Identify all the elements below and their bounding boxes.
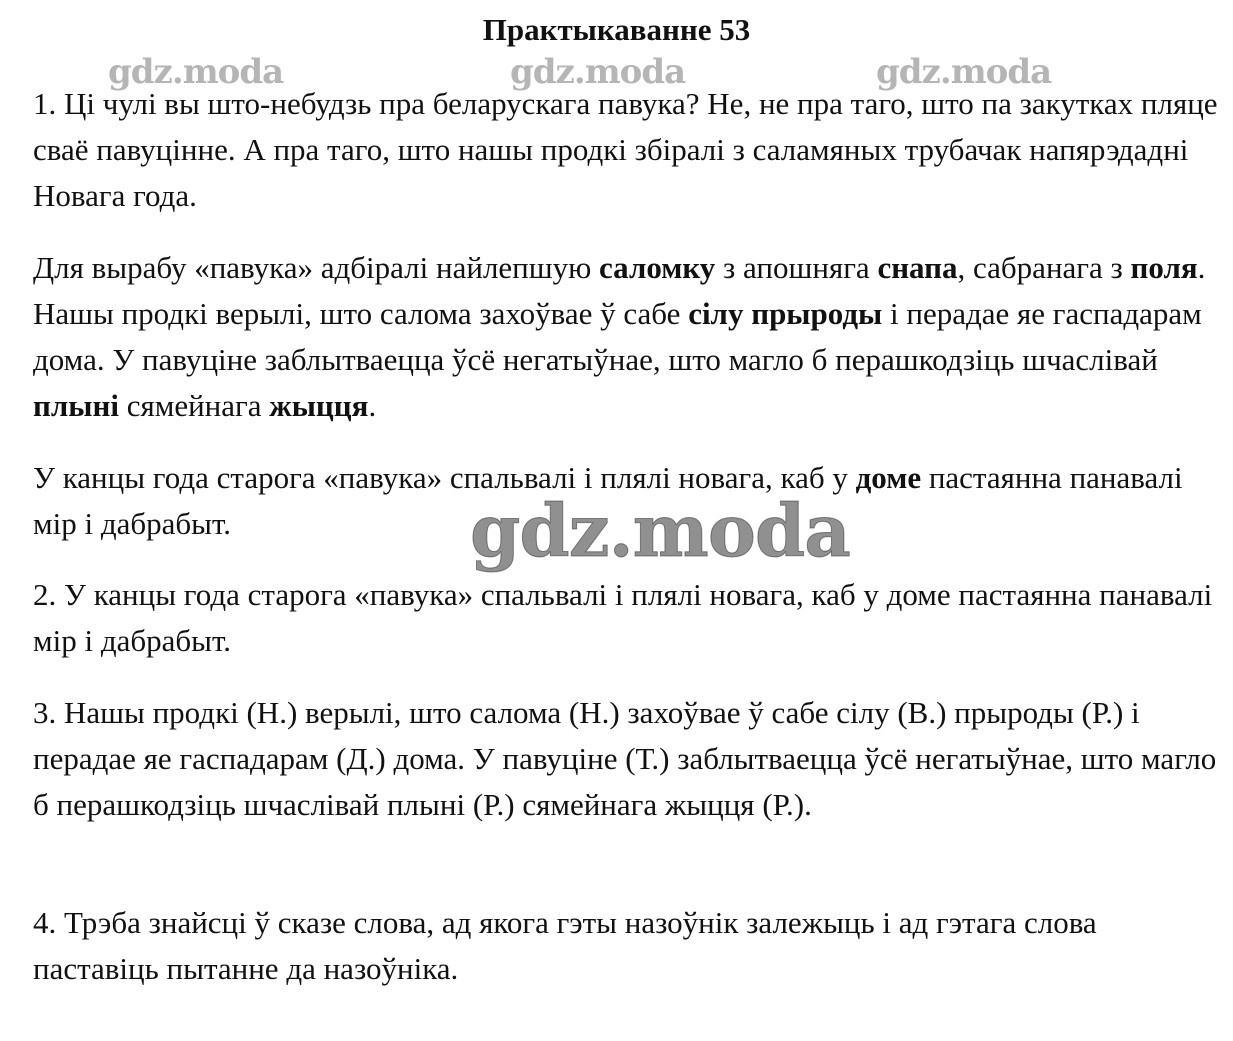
bold-noun: поля	[1130, 250, 1198, 285]
text-fragment: пастаянна панавалі мір і дабрабыт.	[33, 460, 1183, 541]
exercise-part-2: 2. У канцы года старога «павука» спальвалі і плялі новага, каб у доме пастаянна панавалі мір і дабрабыт.	[33, 577, 1213, 658]
text-fragment: з апошняга	[715, 250, 878, 285]
bold-noun: жыцця	[269, 388, 369, 423]
page-title: Практыкаванне 53	[482, 12, 751, 47]
watermark: gdz.moda	[510, 52, 686, 92]
text-fragment: , сабранага з	[957, 250, 1131, 285]
watermark: gdz.moda	[876, 52, 1052, 92]
exercise-part-4: 4. Трэба знайсці ў сказе слова, ад якога гэты назоўнік залежыць і ад гэтага слова паставіць пытанне да назоўніка.	[33, 905, 1097, 986]
text-fragment: сямейнага	[118, 388, 270, 423]
text-fragment: Для вырабу «павука» адбіралі найлепшую	[33, 250, 600, 285]
exercise-part-1: 1. Ці чулі вы што-небудзь пра беларускага павука? Не, не пра таго, што па закутках пляце сваё павуцінне. А пра таго, што нашы продкі збіралі з саламяных трубачак напярэдадні Новага года.	[33, 86, 1218, 213]
text-fragment: і перадае яе гаспадарам дома. У павуціне заблытваецца ўсё негатыўнае, што магло б перашкодзіць шчаслівай	[33, 296, 1202, 377]
watermark-large: gdz.moda	[470, 488, 850, 573]
bold-noun: снапа	[877, 250, 958, 285]
story-paragraph-1	[33, 245, 1218, 429]
bold-noun: плыні	[33, 388, 119, 423]
bold-noun: сілу прыроды	[688, 296, 883, 331]
story-paragraph-2	[33, 455, 1218, 547]
exercise-part-3: 3. Нашы продкі (Н.) верылі, што салома (Н.) захоўвае ў сабе сілу (В.) прыроды (Р.) і перадае яе гаспадарам (Д.) дома. У павуціне (Т.) заблытваецца ўсё негатыўнае, што магло б перашкодзіць шчаслівай плыні (Р.) сямейнага жыцця (Р.).	[33, 695, 1217, 822]
bold-noun: саломку	[599, 250, 716, 285]
watermark: gdz.moda	[108, 52, 284, 92]
text-fragment: .	[368, 388, 377, 423]
text-fragment: . Нашы продкі верылі, што салома захоўвае ў сабе	[33, 250, 1206, 331]
bold-noun: доме	[855, 460, 922, 495]
text-fragment: У канцы года старога «павука» спальвалі і плялі новага, каб у	[33, 460, 856, 495]
